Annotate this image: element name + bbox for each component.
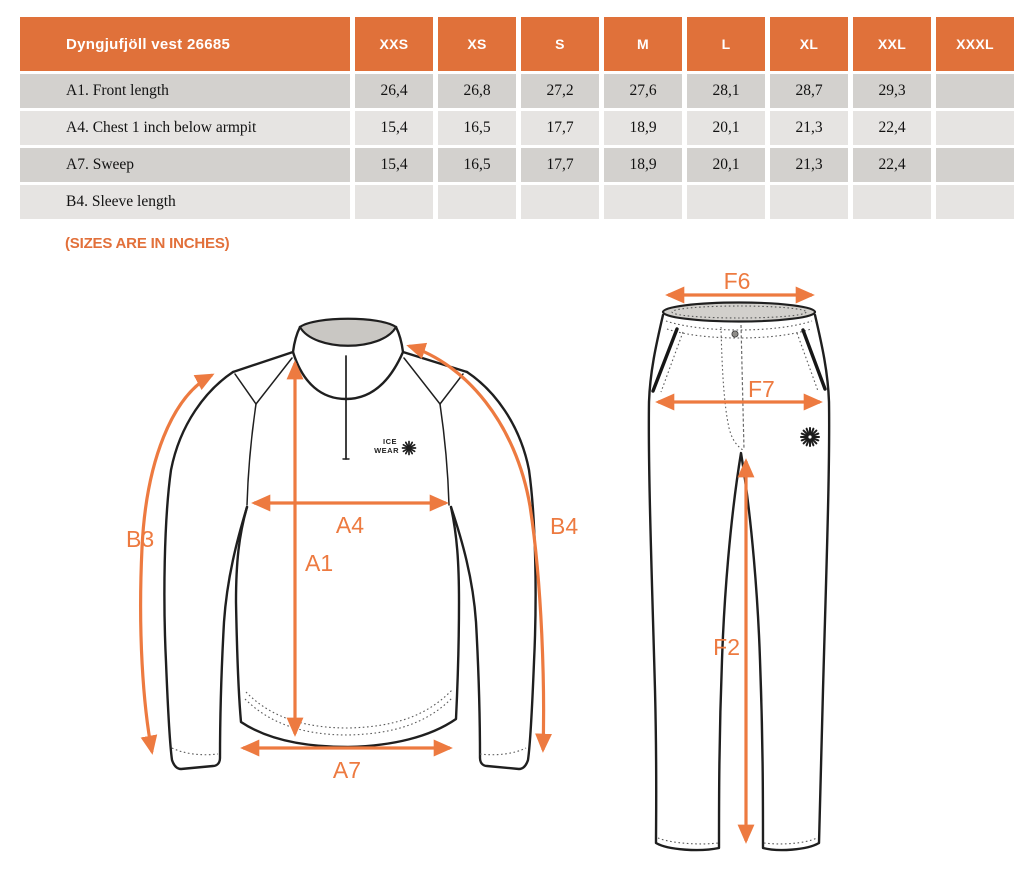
measure-label-f7: F7: [748, 376, 775, 402]
measure-label-b4: B4: [550, 513, 579, 539]
icewear-logo: [374, 437, 415, 455]
measure-label-f2: F2: [713, 634, 740, 660]
snowflake-icon: [403, 442, 416, 455]
right-pocket-opening: [803, 330, 825, 389]
size-col-header-xs: XS: [438, 17, 516, 71]
measure-arrow-b3: [141, 375, 212, 752]
value-cell: 21,3: [770, 148, 848, 182]
pants-measure-arrows: [658, 268, 820, 841]
value-cell: 16,5: [438, 111, 516, 145]
size-col-header-l: L: [687, 17, 765, 71]
size-col-header-xxxl: XXXL: [936, 17, 1014, 71]
value-cell: 28,1: [687, 74, 765, 108]
collar-top: [300, 319, 396, 346]
value-cell: 22,4: [853, 111, 931, 145]
value-cell: 26,4: [355, 74, 433, 108]
value-cell: 20,1: [687, 148, 765, 182]
measure-label-a7: A7: [332, 757, 362, 783]
value-cell: 29,3: [853, 74, 931, 108]
sweater-drawing: [164, 319, 535, 769]
size-col-header-xxs: XXS: [355, 17, 433, 71]
row-label-a1: A1. Front length: [20, 74, 350, 108]
size-col-header-xxl: XXL: [853, 17, 931, 71]
logo-text-line2: WEAR: [374, 446, 399, 455]
logo-text-line1: ICE: [382, 437, 397, 446]
value-cell: 21,3: [770, 111, 848, 145]
value-cell: 18,9: [604, 111, 682, 145]
value-cell: 17,7: [521, 111, 599, 145]
size-col-header-m: M: [604, 17, 682, 71]
value-cell: 17,7: [521, 148, 599, 182]
measure-label-a4: A4: [335, 512, 365, 538]
value-cell: 27,6: [604, 74, 682, 108]
waist-button: [732, 331, 738, 337]
measure-label-b3: B3: [126, 526, 155, 552]
size-col-header-xl: XL: [770, 17, 848, 71]
value-cell: 15,4: [355, 111, 433, 145]
product-title: Dyngjufjöll vest 26685: [20, 17, 350, 71]
value-cell: 28,7: [770, 74, 848, 108]
value-cell: 26,8: [438, 74, 516, 108]
value-cell: 18,9: [604, 148, 682, 182]
value-cell: 22,4: [853, 148, 931, 182]
units-note: (SIZES ARE IN INCHES): [65, 235, 230, 252]
waist-opening: [663, 303, 815, 322]
row-label-a4: A4. Chest 1 inch below armpit: [20, 111, 350, 145]
value-cell: 27,2: [521, 74, 599, 108]
value-cell: 16,5: [438, 148, 516, 182]
snowflake-logo: [801, 428, 819, 446]
row-label-a7: A7. Sweep: [20, 148, 350, 182]
measure-label-f6: F6: [723, 268, 751, 294]
value-cell: 20,1: [687, 111, 765, 145]
pants-drawing: [649, 303, 829, 851]
fly-stitch: [741, 325, 744, 449]
row-label-b4: B4. Sleeve length: [20, 185, 350, 219]
size-col-header-s: S: [521, 17, 599, 71]
measure-label-a1: A1: [305, 550, 334, 576]
value-cell: 15,4: [355, 148, 433, 182]
measure-arrow-b4: [409, 346, 544, 750]
